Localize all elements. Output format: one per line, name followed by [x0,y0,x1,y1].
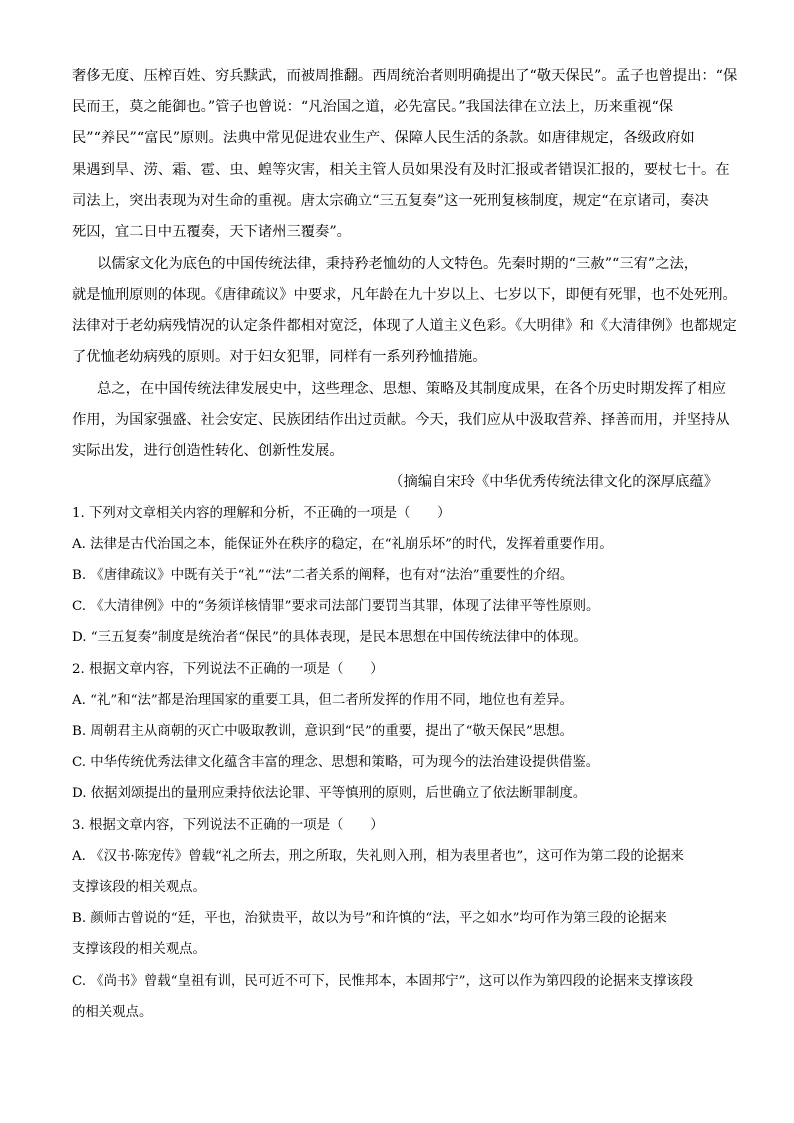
passage-line: 民”“养民”“富民”原则。法典中常见促进农业生产、保障人民生活的条款。如唐律规定，各级政府如 [72,130,695,146]
question-option: A. 《汉书·陈宠传》曾载“礼之所去，刑之所取，失礼则入刑，相为表里者也”，这可作为第二段的论据来 [72,849,684,864]
question-option: B. 颜师古曾说的“廷，平也，治狱贵平，故以为号”和许慎的“法，平之如水”均可作为第三段的论据来 [72,911,667,926]
passage-line: 了优恤老幼病残的原则。对于妇女犯罪，同样有一系列矜恤措施。 [72,349,487,365]
question-option-continuation: 支撑该段的相关观点。 [72,942,206,957]
question-option: C. 《大清律例》中的“务须详核情罪”要求司法部门要罚当其罪，体现了法律平等性原则。 [72,599,600,614]
passage-line: 就是恤刑原则的体现。《唐律疏议》中要求，凡年龄在九十岁以上、七岁以下，即便有死罪，也不处死刑。 [72,287,737,303]
question-option: D. “三五复奏”制度是统治者“保民”的具体表现，是民本思想在中国传统法律中的体现。 [72,630,587,645]
passage-line: 司法上，突出表现为对生命的重视。唐太宗确立“三五复奏”这一死刑复核制度，规定“在京诸司，奏决 [72,193,709,209]
question-option: D. 依据刘颂提出的量刑应秉持依法论罪、平等慎刑的原则，后世确立了依法断罪制度。 [72,786,587,801]
question-stem: 2. 根据文章内容，下列说法不正确的一项是（ ） [72,662,384,677]
passage-line: 作用，为国家强盛、社会安定、民族团结作出过贡献。今天，我们应从中汲取营养、择善而用，并坚持从 [72,412,730,428]
question-option: A. “礼”和“法”都是治理国家的重要工具，但二者所发挥的作用不同，地位也有差异。 [72,693,573,708]
question-option-continuation: 的相关观点。 [72,1005,153,1020]
passage-line: 果遇到旱、涝、霜、雹、虫、蝗等灾害，相关主管人员如果没有及时汇报或者错误汇报的，要杖七十。在 [72,162,730,178]
source-citation: （摘编自宋玲《中华优秀传统法律文化的深厚底蕴》 [389,474,718,490]
question-option: C. 《尚书》曾载“皇祖有训，民可近不可下，民惟邦本，本固邦宁”，这可以作为第四段的论据来支撑该段 [72,974,694,989]
passage-line: 死囚，宜二日中五覆奏，天下诸州三覆奏”。 [72,224,351,240]
passage-line: 民而王，莫之能御也。”管子也曾说：“凡治国之道，必先富民。”我国法律在立法上，历来重视“保 [72,99,674,115]
question-stem: 1. 下列对文章相关内容的理解和分析，不正确的一项是（ ） [72,506,451,521]
passage-line: 总之，在中国传统法律发展史中，这些理念、思想、策略及其制度成果，在各个历史时期发挥了相应 [97,381,727,397]
question-stem: 3. 根据文章内容，下列说法不正确的一项是（ ） [72,818,384,833]
question-option-continuation: 支撑该段的相关观点。 [72,880,206,895]
passage-line: 法律对于老幼病残情况的认定条件都相对宽泛，体现了人道主义色彩。《大明律》和《大清律例》也都规定 [72,318,737,334]
question-option: A. 法律是古代治国之本，能保证外在秩序的稳定，在“礼崩乐坏”的时代，发挥着重要作用。 [72,537,613,552]
passage-line: 实际出发，进行创造性转化、创新性发展。 [72,443,344,459]
question-option: C. 中华传统优秀法律文化蕴含丰富的理念、思想和策略，可为现今的法治建设提供借鉴。 [72,755,600,770]
question-option: B. 周朝君主从商朝的灭亡中吸取教训，意识到“民”的重要，提出了“敬天保民”思想。 [72,724,574,739]
passage-line: 以儒家文化为底色的中国传统法律，秉持矜老恤幼的人文特色。先秦时期的“三赦”“三宥”之法， [97,256,699,272]
passage-line: 奢侈无度、压榨百姓、穷兵黩武，而被周推翻。西周统治者则明确提出了“敬天保民”。孟子也曾提出：“保 [72,68,738,84]
question-option: B. 《唐律疏议》中既有关于“礼”“法”二者关系的阐释，也有对“法治”重要性的介绍。 [72,568,574,583]
